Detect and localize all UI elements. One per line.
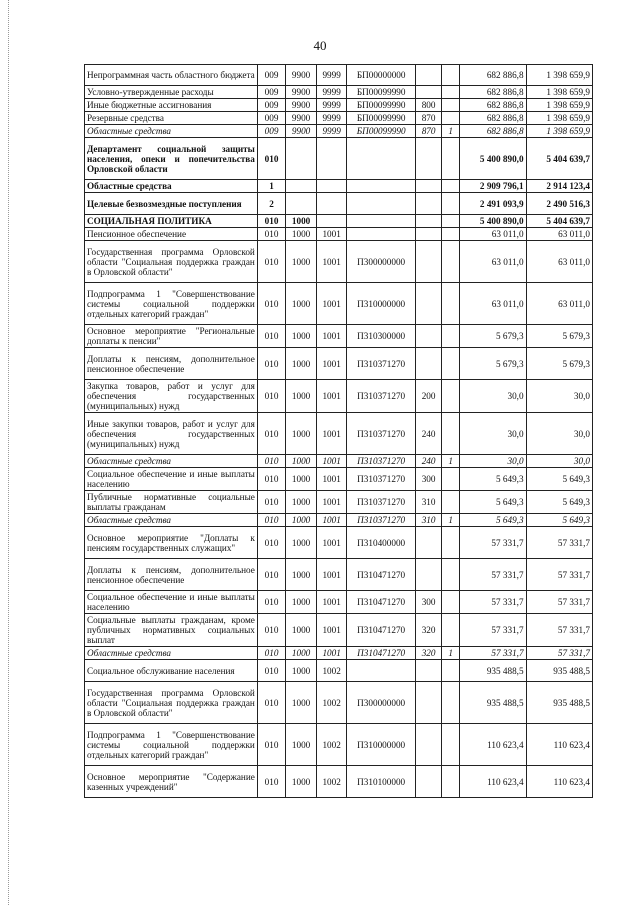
row-name: Условно-утвержденные расходы xyxy=(85,86,258,99)
funding-source-code xyxy=(442,724,460,766)
amount-year-2: 5 679,3 xyxy=(526,348,592,380)
grbs-code: 010 xyxy=(257,527,285,559)
amount-year-2: 1 398 659,9 xyxy=(526,65,592,86)
funding-source-code xyxy=(442,241,460,283)
target-article-code: П310371270 xyxy=(347,491,416,514)
section-code: 1000 xyxy=(286,614,317,647)
funding-source-code xyxy=(442,527,460,559)
funding-source-code xyxy=(442,99,460,112)
funding-source-code xyxy=(442,591,460,614)
grbs-code: 010 xyxy=(257,647,285,660)
expense-type-code: 320 xyxy=(415,647,441,660)
table-row xyxy=(85,491,593,514)
subsection-code: 1001 xyxy=(316,228,347,241)
grbs-code: 010 xyxy=(257,380,285,413)
target-article-code: П300000000 xyxy=(347,241,416,283)
amount-year-1: 57 331,7 xyxy=(460,647,526,660)
expense-type-code xyxy=(415,228,441,241)
section-code: 9900 xyxy=(286,65,317,86)
table-row xyxy=(85,614,593,647)
target-article-code xyxy=(347,180,416,193)
target-article-code: П310371270 xyxy=(347,514,416,527)
funding-source-code xyxy=(442,413,460,455)
expense-type-code: 870 xyxy=(415,125,441,138)
section-code: 1000 xyxy=(286,325,317,348)
expense-type-code: 200 xyxy=(415,380,441,413)
subsection-code: 1001 xyxy=(316,491,347,514)
row-name: Социальное обслуживание населения xyxy=(85,660,258,682)
table-row xyxy=(85,527,593,559)
row-name: Иные закупки товаров, работ и услуг для обеспечения государственных (муниципальных) нужд xyxy=(85,413,258,455)
subsection-code xyxy=(316,180,347,193)
funding-source-code xyxy=(442,86,460,99)
funding-source-code xyxy=(442,348,460,380)
expense-type-code: 240 xyxy=(415,413,441,455)
row-name: Областные средства xyxy=(85,125,258,138)
row-name: Основное мероприятие "Содержание казенных учреждений" xyxy=(85,766,258,798)
grbs-code: 010 xyxy=(257,591,285,614)
grbs-code: 009 xyxy=(257,125,285,138)
subsection-code xyxy=(316,215,347,228)
table-row xyxy=(85,514,593,527)
expense-type-code: 310 xyxy=(415,491,441,514)
expense-type-code xyxy=(415,180,441,193)
amount-year-2: 110 623,4 xyxy=(526,766,592,798)
section-code xyxy=(286,193,317,215)
table-row xyxy=(85,180,593,193)
table-row xyxy=(85,647,593,660)
subsection-code: 9999 xyxy=(316,125,347,138)
section-code: 1000 xyxy=(286,455,317,468)
expense-type-code xyxy=(415,724,441,766)
page-margin-line xyxy=(8,0,11,905)
funding-source-code xyxy=(442,559,460,591)
target-article-code: БП00099990 xyxy=(347,99,416,112)
expense-type-code xyxy=(415,766,441,798)
subsection-code: 1001 xyxy=(316,559,347,591)
expense-type-code: 870 xyxy=(415,112,441,125)
table-row xyxy=(85,348,593,380)
amount-year-1: 682 886,8 xyxy=(460,99,526,112)
amount-year-2: 1 398 659,9 xyxy=(526,125,592,138)
subsection-code: 1001 xyxy=(316,527,347,559)
amount-year-2: 2 914 123,4 xyxy=(526,180,592,193)
amount-year-1: 63 011,0 xyxy=(460,228,526,241)
expense-type-code xyxy=(415,527,441,559)
expense-type-code xyxy=(415,241,441,283)
expense-type-code: 240 xyxy=(415,455,441,468)
grbs-code: 1 xyxy=(257,180,285,193)
funding-source-code xyxy=(442,614,460,647)
target-article-code xyxy=(347,660,416,682)
subsection-code: 1001 xyxy=(316,591,347,614)
target-article-code: П310471270 xyxy=(347,647,416,660)
target-article-code xyxy=(347,215,416,228)
grbs-code: 010 xyxy=(257,215,285,228)
table-row xyxy=(85,112,593,125)
expense-type-code xyxy=(415,193,441,215)
section-code: 1000 xyxy=(286,228,317,241)
subsection-code: 1002 xyxy=(316,660,347,682)
grbs-code: 010 xyxy=(257,682,285,724)
table-row xyxy=(85,559,593,591)
amount-year-2: 63 011,0 xyxy=(526,241,592,283)
target-article-code: БП00099990 xyxy=(347,112,416,125)
target-article-code: П310371270 xyxy=(347,455,416,468)
amount-year-2: 5 404 639,7 xyxy=(526,215,592,228)
expense-type-code xyxy=(415,215,441,228)
subsection-code: 9999 xyxy=(316,99,347,112)
amount-year-1: 2 491 093,9 xyxy=(460,193,526,215)
amount-year-1: 57 331,7 xyxy=(460,527,526,559)
section-code: 1000 xyxy=(286,241,317,283)
subsection-code: 1001 xyxy=(316,413,347,455)
target-article-code: П300000000 xyxy=(347,682,416,724)
row-name: Областные средства xyxy=(85,647,258,660)
amount-year-2: 5 649,3 xyxy=(526,468,592,491)
target-article-code: П310371270 xyxy=(347,468,416,491)
row-name: Резервные средства xyxy=(85,112,258,125)
grbs-code: 010 xyxy=(257,348,285,380)
budget-table-body xyxy=(85,65,593,798)
grbs-code: 010 xyxy=(257,228,285,241)
funding-source-code xyxy=(442,283,460,325)
row-name: Закупка товаров, работ и услуг для обеспечения государственных (муниципальных) нужд xyxy=(85,380,258,413)
target-article-code: П310471270 xyxy=(347,614,416,647)
table-row xyxy=(85,724,593,766)
amount-year-2: 30,0 xyxy=(526,380,592,413)
target-article-code: П310371270 xyxy=(347,413,416,455)
amount-year-1: 57 331,7 xyxy=(460,591,526,614)
target-article-code xyxy=(347,193,416,215)
row-name: Основное мероприятие "Доплаты к пенсиям государственных служащих" xyxy=(85,527,258,559)
funding-source-code xyxy=(442,180,460,193)
section-code: 9900 xyxy=(286,99,317,112)
table-row xyxy=(85,99,593,112)
section-code: 9900 xyxy=(286,86,317,99)
table-row xyxy=(85,65,593,86)
amount-year-1: 682 886,8 xyxy=(460,86,526,99)
expense-type-code xyxy=(415,325,441,348)
section-code: 1000 xyxy=(286,559,317,591)
section-code: 1000 xyxy=(286,724,317,766)
table-row xyxy=(85,455,593,468)
section-code: 1000 xyxy=(286,348,317,380)
amount-year-1: 30,0 xyxy=(460,380,526,413)
expense-type-code xyxy=(415,348,441,380)
subsection-code: 1001 xyxy=(316,241,347,283)
section-code: 1000 xyxy=(286,283,317,325)
expense-type-code: 310 xyxy=(415,514,441,527)
row-name: Основное мероприятие "Региональные доплаты к пенсии" xyxy=(85,325,258,348)
table-row xyxy=(85,413,593,455)
subsection-code xyxy=(316,138,347,180)
target-article-code xyxy=(347,138,416,180)
funding-source-code xyxy=(442,112,460,125)
subsection-code: 1001 xyxy=(316,614,347,647)
target-article-code: БП00099990 xyxy=(347,86,416,99)
section-code: 1000 xyxy=(286,413,317,455)
grbs-code: 010 xyxy=(257,660,285,682)
section-code: 1000 xyxy=(286,491,317,514)
funding-source-code: 1 xyxy=(442,125,460,138)
funding-source-code xyxy=(442,766,460,798)
amount-year-2: 5 649,3 xyxy=(526,491,592,514)
subsection-code: 9999 xyxy=(316,65,347,86)
subsection-code: 1002 xyxy=(316,682,347,724)
amount-year-2: 935 488,5 xyxy=(526,660,592,682)
row-name: Областные средства xyxy=(85,514,258,527)
amount-year-1: 110 623,4 xyxy=(460,724,526,766)
expense-type-code: 800 xyxy=(415,99,441,112)
amount-year-2: 5 404 639,7 xyxy=(526,138,592,180)
table-row xyxy=(85,125,593,138)
row-name: Департамент социальной защиты населения, опеки и попечительства Орловской области xyxy=(85,138,258,180)
subsection-code: 1002 xyxy=(316,724,347,766)
grbs-code: 010 xyxy=(257,468,285,491)
subsection-code: 1001 xyxy=(316,455,347,468)
target-article-code: П310471270 xyxy=(347,559,416,591)
section-code xyxy=(286,180,317,193)
expense-type-code xyxy=(415,65,441,86)
section-code: 1000 xyxy=(286,682,317,724)
funding-source-code xyxy=(442,491,460,514)
row-name: Непрограммная часть областного бюджета xyxy=(85,65,258,86)
amount-year-1: 5 400 890,0 xyxy=(460,138,526,180)
expense-type-code xyxy=(415,138,441,180)
row-name: Доплаты к пенсиям, дополнительное пенсионное обеспечение xyxy=(85,348,258,380)
amount-year-1: 682 886,8 xyxy=(460,125,526,138)
table-row xyxy=(85,380,593,413)
amount-year-1: 935 488,5 xyxy=(460,682,526,724)
amount-year-2: 57 331,7 xyxy=(526,647,592,660)
funding-source-code xyxy=(442,138,460,180)
section-code: 1000 xyxy=(286,468,317,491)
target-article-code: БП00099990 xyxy=(347,125,416,138)
grbs-code: 010 xyxy=(257,283,285,325)
row-name: Областные средства xyxy=(85,455,258,468)
grbs-code: 010 xyxy=(257,514,285,527)
grbs-code: 009 xyxy=(257,65,285,86)
row-name: Доплаты к пенсиям, дополнительное пенсионное обеспечение xyxy=(85,559,258,591)
table-row xyxy=(85,682,593,724)
row-name: Целевые безвозмездные поступления xyxy=(85,193,258,215)
row-name: Социальное обеспечение и иные выплаты населению xyxy=(85,591,258,614)
budget-table xyxy=(84,64,593,798)
table-row xyxy=(85,138,593,180)
table-row xyxy=(85,193,593,215)
row-name: Пенсионное обеспечение xyxy=(85,228,258,241)
funding-source-code xyxy=(442,228,460,241)
amount-year-2: 1 398 659,9 xyxy=(526,86,592,99)
subsection-code: 9999 xyxy=(316,112,347,125)
amount-year-1: 5 679,3 xyxy=(460,325,526,348)
amount-year-1: 57 331,7 xyxy=(460,614,526,647)
expense-type-code: 300 xyxy=(415,591,441,614)
amount-year-2: 63 011,0 xyxy=(526,283,592,325)
grbs-code: 010 xyxy=(257,559,285,591)
amount-year-1: 2 909 796,1 xyxy=(460,180,526,193)
row-name: Публичные нормативные социальные выплаты гражданам xyxy=(85,491,258,514)
grbs-code: 010 xyxy=(257,766,285,798)
amount-year-2: 30,0 xyxy=(526,413,592,455)
section-code: 9900 xyxy=(286,125,317,138)
grbs-code: 009 xyxy=(257,86,285,99)
table-row xyxy=(85,228,593,241)
row-name: Подпрограмма 1 "Совершенствование системы социальной поддержки отдельных категорий граждан" xyxy=(85,283,258,325)
subsection-code: 1001 xyxy=(316,348,347,380)
grbs-code: 010 xyxy=(257,455,285,468)
amount-year-1: 682 886,8 xyxy=(460,112,526,125)
section-code: 1000 xyxy=(286,660,317,682)
grbs-code: 010 xyxy=(257,491,285,514)
subsection-code: 1001 xyxy=(316,468,347,491)
funding-source-code xyxy=(442,193,460,215)
amount-year-1: 5 679,3 xyxy=(460,348,526,380)
table-row xyxy=(85,660,593,682)
expense-type-code: 300 xyxy=(415,468,441,491)
funding-source-code xyxy=(442,468,460,491)
section-code: 1000 xyxy=(286,766,317,798)
table-row xyxy=(85,86,593,99)
funding-source-code xyxy=(442,682,460,724)
grbs-code: 009 xyxy=(257,99,285,112)
row-name: Подпрограмма 1 "Совершенствование системы социальной поддержки отдельных категорий граждан" xyxy=(85,724,258,766)
amount-year-2: 5 649,3 xyxy=(526,514,592,527)
grbs-code: 010 xyxy=(257,724,285,766)
row-name: Государственная программа Орловской области "Социальная поддержка граждан в Орловской области" xyxy=(85,682,258,724)
amount-year-2: 110 623,4 xyxy=(526,724,592,766)
funding-source-code xyxy=(442,660,460,682)
section-code: 1000 xyxy=(286,514,317,527)
amount-year-1: 110 623,4 xyxy=(460,766,526,798)
expense-type-code xyxy=(415,682,441,724)
amount-year-2: 935 488,5 xyxy=(526,682,592,724)
table-row xyxy=(85,325,593,348)
amount-year-1: 5 649,3 xyxy=(460,468,526,491)
row-name: Иные бюджетные ассигнования xyxy=(85,99,258,112)
funding-source-code xyxy=(442,325,460,348)
amount-year-1: 682 886,8 xyxy=(460,65,526,86)
grbs-code: 010 xyxy=(257,138,285,180)
subsection-code xyxy=(316,193,347,215)
grbs-code: 2 xyxy=(257,193,285,215)
expense-type-code xyxy=(415,660,441,682)
target-article-code: П310371270 xyxy=(347,380,416,413)
amount-year-2: 1 398 659,9 xyxy=(526,112,592,125)
subsection-code: 9999 xyxy=(316,86,347,99)
section-code: 1000 xyxy=(286,591,317,614)
target-article-code: БП00000000 xyxy=(347,65,416,86)
grbs-code: 010 xyxy=(257,413,285,455)
funding-source-code: 1 xyxy=(442,455,460,468)
table-row xyxy=(85,591,593,614)
grbs-code: 010 xyxy=(257,614,285,647)
subsection-code: 1001 xyxy=(316,647,347,660)
expense-type-code xyxy=(415,86,441,99)
table-row xyxy=(85,283,593,325)
subsection-code: 1001 xyxy=(316,380,347,413)
grbs-code: 010 xyxy=(257,325,285,348)
target-article-code: П310000000 xyxy=(347,724,416,766)
section-code: 1000 xyxy=(286,647,317,660)
expense-type-code xyxy=(415,283,441,325)
target-article-code: П310471270 xyxy=(347,591,416,614)
amount-year-1: 935 488,5 xyxy=(460,660,526,682)
row-name: Государственная программа Орловской области "Социальная поддержка граждан в Орловской области" xyxy=(85,241,258,283)
table-row xyxy=(85,241,593,283)
section-code: 1000 xyxy=(286,380,317,413)
funding-source-code: 1 xyxy=(442,647,460,660)
amount-year-2: 57 331,7 xyxy=(526,591,592,614)
funding-source-code xyxy=(442,380,460,413)
amount-year-2: 63 011,0 xyxy=(526,228,592,241)
subsection-code: 1001 xyxy=(316,325,347,348)
expense-type-code xyxy=(415,559,441,591)
row-name: Социальное обеспечение и иные выплаты населению xyxy=(85,468,258,491)
section-code: 1000 xyxy=(286,215,317,228)
amount-year-1: 63 011,0 xyxy=(460,283,526,325)
amount-year-1: 30,0 xyxy=(460,413,526,455)
row-name: Социальные выплаты гражданам, кроме публичных нормативных социальных выплат xyxy=(85,614,258,647)
target-article-code: П310300000 xyxy=(347,325,416,348)
section-code xyxy=(286,138,317,180)
table-row xyxy=(85,468,593,491)
funding-source-code xyxy=(442,215,460,228)
target-article-code: П310100000 xyxy=(347,766,416,798)
amount-year-2: 1 398 659,9 xyxy=(526,99,592,112)
table-row xyxy=(85,215,593,228)
row-name: СОЦИАЛЬНАЯ ПОЛИТИКА xyxy=(85,215,258,228)
section-code: 1000 xyxy=(286,527,317,559)
funding-source-code: 1 xyxy=(442,514,460,527)
amount-year-2: 57 331,7 xyxy=(526,527,592,559)
table-row xyxy=(85,766,593,798)
amount-year-1: 63 011,0 xyxy=(460,241,526,283)
amount-year-1: 5 400 890,0 xyxy=(460,215,526,228)
target-article-code xyxy=(347,228,416,241)
subsection-code: 1001 xyxy=(316,514,347,527)
grbs-code: 010 xyxy=(257,241,285,283)
target-article-code: П310371270 xyxy=(347,348,416,380)
target-article-code: П310400000 xyxy=(347,527,416,559)
page-number: 40 xyxy=(313,38,327,53)
funding-source-code xyxy=(442,65,460,86)
grbs-code: 009 xyxy=(257,112,285,125)
amount-year-2: 57 331,7 xyxy=(526,559,592,591)
subsection-code: 1001 xyxy=(316,283,347,325)
amount-year-2: 2 490 516,3 xyxy=(526,193,592,215)
amount-year-2: 5 679,3 xyxy=(526,325,592,348)
amount-year-1: 5 649,3 xyxy=(460,491,526,514)
amount-year-1: 30,0 xyxy=(460,455,526,468)
subsection-code: 1002 xyxy=(316,766,347,798)
target-article-code: П310000000 xyxy=(347,283,416,325)
amount-year-1: 5 649,3 xyxy=(460,514,526,527)
row-name: Областные средства xyxy=(85,180,258,193)
amount-year-2: 30,0 xyxy=(526,455,592,468)
expense-type-code: 320 xyxy=(415,614,441,647)
amount-year-1: 57 331,7 xyxy=(460,559,526,591)
section-code: 9900 xyxy=(286,112,317,125)
amount-year-2: 57 331,7 xyxy=(526,614,592,647)
